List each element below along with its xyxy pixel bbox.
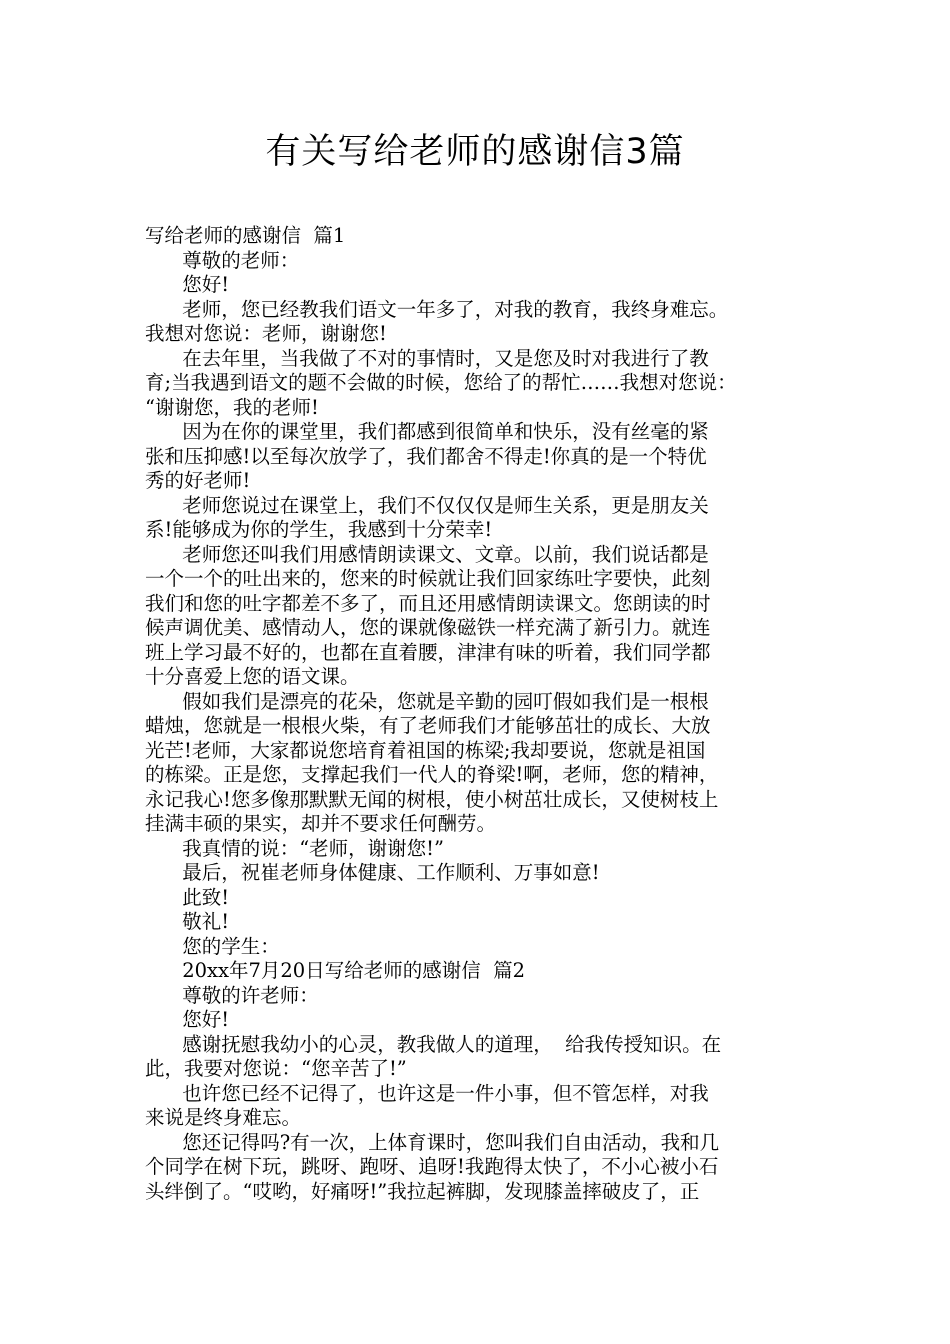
- body-line: 老师，您已经教我们语文一年多了，对我的教育，我终身难忘。: [145, 297, 729, 321]
- body-line: 秀的好老师!: [145, 469, 251, 492]
- body-line: 我想对您说：老师，谢谢您!: [145, 322, 387, 345]
- body-line: 此，我要对您说：“您辛苦了!”: [145, 1057, 407, 1080]
- body-line: 班上学习最不好的，也都在直着腰，津津有味的听着，我们同学都: [145, 640, 711, 664]
- body-line: 头绊倒了。“哎哟，好痛呀!”我拉起裤脚，发现膝盖摔破皮了，正: [145, 1179, 700, 1203]
- document-title: 有关写给老师的感谢信3篇: [265, 132, 685, 172]
- body-line: 最后，祝崔老师身体健康、工作顺利、万事如意!: [145, 861, 600, 884]
- body-line: 十分喜爱上您的语文课。: [145, 665, 360, 688]
- body-line: 因为在你的课堂里，我们都感到很简单和快乐，没有丝毫的紧: [145, 420, 709, 443]
- body-line: 写给老师的感谢信 篇1: [145, 224, 346, 247]
- body-line: 尊敬的老师：: [145, 248, 300, 272]
- body-line: 您好!: [145, 1008, 230, 1031]
- body-line: 挂满丰硕的果实，却并不要求任何酬劳。: [145, 812, 497, 835]
- document-body: [145, 224, 810, 1204]
- body-line: 的栋梁。正是您，支撑起我们一代人的脊梁!啊，老师，您的精神，: [145, 763, 719, 786]
- body-line: 假如我们是漂亮的花朵，您就是辛勤的园叮假如我们是一根根: [145, 689, 709, 713]
- body-line: “谢谢您，我的老师!: [145, 395, 319, 419]
- body-line: 蜡烛，您就是一根根火柴，有了老师我们才能够茁壮的成长、大放: [145, 714, 711, 737]
- body-line: 感谢抚慰我幼小的心灵，教我做人的道理， 给我传授知识。在: [145, 1032, 722, 1056]
- body-line: 永记我心!您多像那默默无闻的树根，使小树茁壮成长，又使树枝上: [145, 787, 719, 811]
- body-line: 我们和您的吐字都差不多了，而且还用感情朗读课文。您朗读的时: [145, 591, 711, 615]
- body-line: 20xx年7月20日写给老师的感谢信 篇2: [145, 959, 526, 982]
- body-line: 育;当我遇到语文的题不会做的时候，您给了的帮忙……我想对您说：: [145, 371, 737, 394]
- body-line: 老师您说过在课堂上，我们不仅仅仅是师生关系，更是朋友关: [145, 493, 709, 517]
- body-line: 此致!: [145, 885, 230, 909]
- body-line: 候声调优美、感情动人，您的课就像磁铁一样充满了新引力。就连: [145, 616, 711, 639]
- body-line: 张和压抑感!以至每次放学了，我们都舍不得走!你真的是一个特优: [145, 444, 707, 468]
- body-line: 也许您已经不记得了，也许这是一件小事，但不管怎样，对我: [145, 1081, 709, 1105]
- body-line: 我真情的说：“老师，谢谢您!”: [145, 836, 444, 860]
- body-line: 尊敬的许老师：: [145, 983, 319, 1007]
- body-line: 您好!: [145, 273, 230, 296]
- body-line: 系!能够成为你的学生，我感到十分荣幸!: [145, 518, 493, 541]
- body-line: 个同学在树下玩，跳呀、跑呀、追呀!我跑得太快了，不小心被小石: [145, 1155, 719, 1178]
- body-line: 光芒!老师，大家都说您培育着祖国的栋梁;我却要说，您就是祖国: [145, 738, 706, 762]
- body-line: 敬礼!: [145, 910, 230, 933]
- body-line: 来说是终身难忘。: [145, 1106, 302, 1129]
- body-line: 您还记得吗?有一次，上体育课时，您叫我们自由活动，我和几: [145, 1130, 720, 1154]
- body-line: 老师您还叫我们用感情朗读课文、文章。以前，我们说话都是: [145, 542, 709, 566]
- body-line: 在去年里，当我做了不对的事情时，又是您及时对我进行了教: [145, 346, 709, 370]
- body-line: 一个一个的吐出来的，您来的时候就让我们回家练吐字要快，此刻: [145, 567, 711, 590]
- body-line: 您的学生：: [145, 934, 280, 958]
